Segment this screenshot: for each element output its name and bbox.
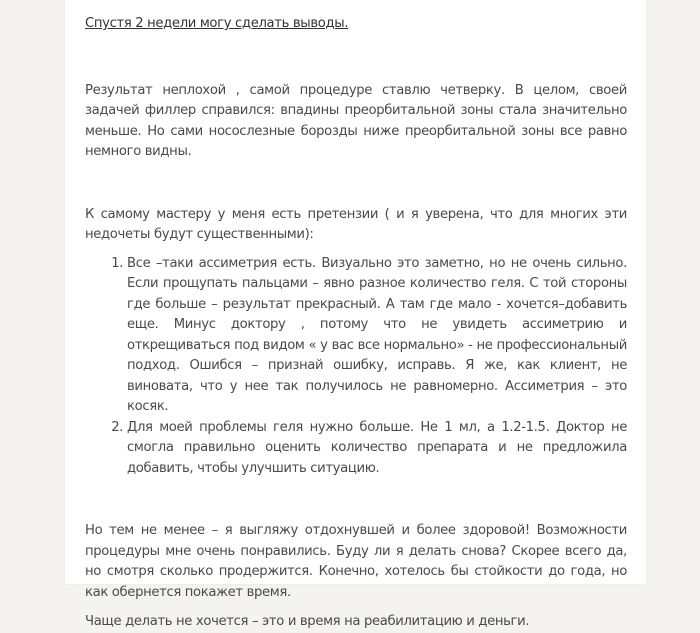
article-heading: Спустя 2 недели могу сделать выводы. xyxy=(85,16,349,31)
paragraph-final: Чаще делать не хочется – это и время на реабилитацию и деньги. xyxy=(85,614,530,629)
list-item: 1. Все –таки ассиметрия есть. Визуально это заметно, но не очень сильно. Если прощупать пальцами – явно разное количество геля. С той стороны где больше – результат прекрасный. А там где мало - хочется–добавить еще. Минус доктору , потому что не увидеть ассиметрию и открещиваться под видом « у вас все нормально» - не профессиональный подход. Ошибся – признай ошибку, исправь. Я же, как клиент, не виновата, что у нее так получилось не равномерно. Ассиметрия – это косяк. xyxy=(127,254,627,418)
paragraph-claims-intro: К самому мастеру у меня есть претензии ( и я уверена, что для многих эти недочеты будут существенными): xyxy=(85,206,627,242)
article-card xyxy=(65,0,646,629)
paragraph-conclusion: Но тем не менее – я выгляжу отдохнувшей и более здоровой! Возможности процедуры мне очень понравились. Буду ли я делать снова? Скорее всего да, но смотря сколько продержится. Конечно, хотелось бы стойкости до года, но как обернется покажет время. xyxy=(85,523,627,600)
paragraph-result: Результат неплохой , самой процедуре ставлю четверку. В целом, своей задачей филлер справился: впадины преорбитальной зоны стала значительно меньше. Но сами носослезные борозды ниже преорбитальной зоны все равно немного видны. xyxy=(85,82,627,159)
list-item: 2. Для моей проблемы геля нужно больше. Не 1 мл, а 1.2-1.5. Доктор не смогла правильно оценить количество препарата и не предложила добавить, чтобы улучшить ситуацию. xyxy=(127,418,627,480)
article-content xyxy=(85,14,627,633)
claims-list xyxy=(85,254,627,480)
